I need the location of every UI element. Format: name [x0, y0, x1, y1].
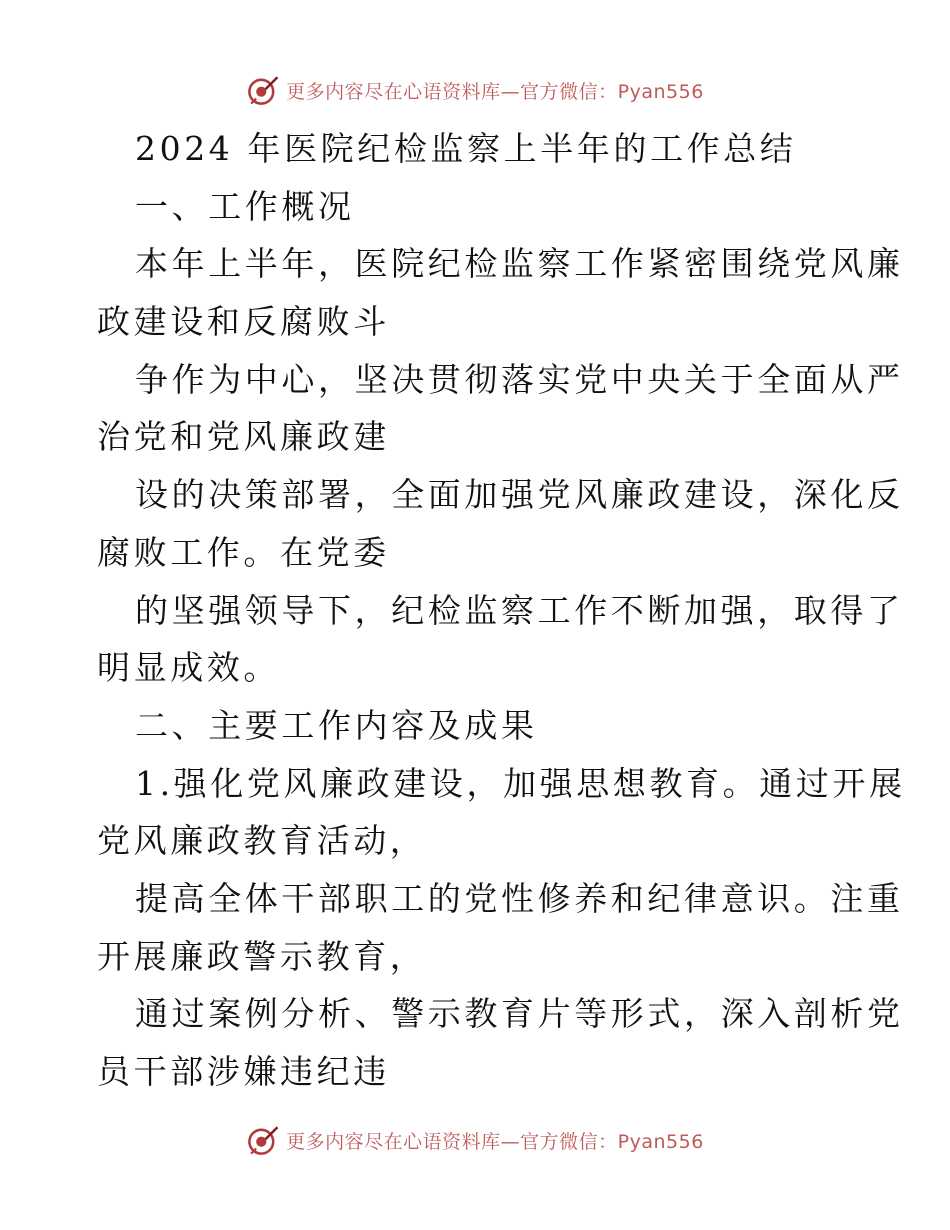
- paragraph-line: 1.强化党风廉政建设，加强思想教育。通过开展: [135, 763, 906, 803]
- paragraph-line: 通过案例分析、警示教育片等形式，深入剖析党: [135, 994, 904, 1034]
- section-heading: 二、主要工作内容及成果: [135, 705, 538, 745]
- paragraph-line: 开展廉政警示教育，: [97, 936, 427, 976]
- document-title: 2024 年医院纪检监察上半年的工作总结: [135, 129, 797, 168]
- paragraph-line: 政建设和反腐败斗: [97, 302, 390, 342]
- watermark-text: 更多内容尽在心语资料库—官方微信：Pyan556: [286, 1130, 704, 1153]
- paragraph-line: 提高全体干部职工的党性修养和纪律意识。注重: [135, 878, 904, 918]
- section-heading: 一、工作概况: [135, 186, 355, 226]
- paragraph-line: 的坚强领导下，纪检监察工作不断加强，取得了: [135, 590, 904, 630]
- footer-watermark: [0, 1120, 950, 1160]
- watermark-text: 更多内容尽在心语资料库—官方微信：Pyan556: [286, 80, 704, 103]
- paragraph-line: 党风廉政教育活动，: [97, 821, 427, 861]
- paragraph-line: 腐败工作。在党委: [97, 532, 390, 572]
- paragraph-line: 争作为中心，坚决贯彻落实党中央关于全面从严: [135, 359, 904, 399]
- document-body: [97, 120, 906, 1101]
- paragraph-line: 员干部涉嫌违纪违: [97, 1052, 390, 1091]
- paragraph-line: 明显成效。: [97, 648, 280, 688]
- paragraph-line: 本年上半年，医院纪检监察工作紧密围绕党风廉: [135, 244, 904, 284]
- logo-pen-icon: [246, 73, 280, 107]
- paragraph-line: 设的决策部署，全面加强党风廉政建设，深化反: [135, 475, 904, 515]
- header-watermark: [0, 70, 950, 110]
- paragraph-line: 治党和党风廉政建: [97, 417, 390, 457]
- logo-pen-icon: [246, 1123, 280, 1157]
